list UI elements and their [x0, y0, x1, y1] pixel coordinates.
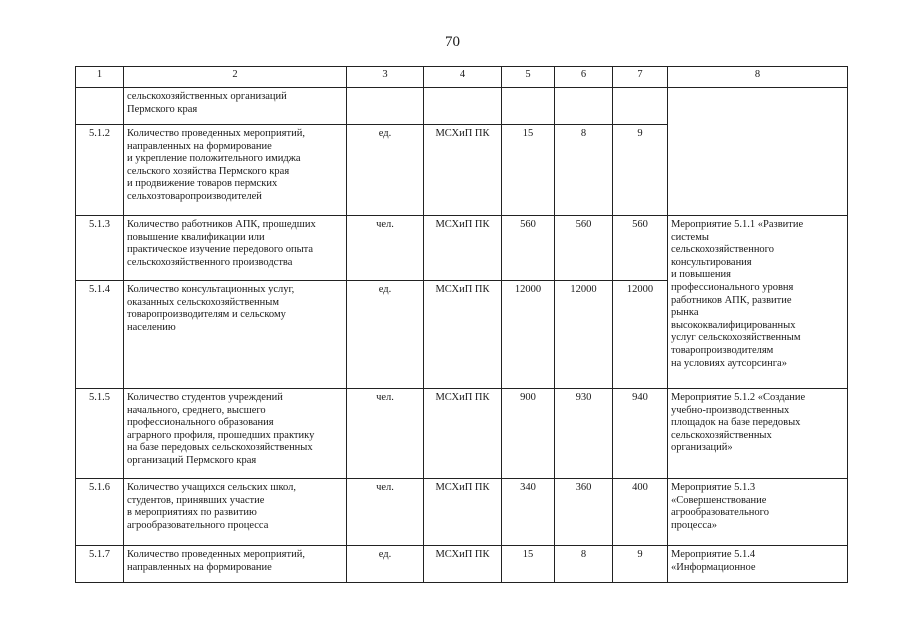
cell-unit: [347, 88, 424, 125]
cell-activity-5-1-1: Мероприятие 5.1.1 «Развитие системы сельскохозяйственного консультирования и повышения профессионального уровня работников АПК, развитие рынка высококвалифицированных услуг сельскохозяйственным товаропроизводителям на условиях аутсорсинга»: [668, 216, 848, 389]
cell-value-3: 940: [613, 389, 668, 479]
cell-value-1: 15: [502, 125, 555, 216]
cell-value-2: 560: [555, 216, 613, 281]
cell-no: 5.1.6: [76, 479, 124, 546]
cell-no: 5.1.5: [76, 389, 124, 479]
cell-value-1: 15: [502, 546, 555, 583]
cell-unit: ед.: [347, 281, 424, 389]
cell-value-1: 560: [502, 216, 555, 281]
cell-value-2: 360: [555, 479, 613, 546]
column-number: 5: [502, 67, 555, 88]
cell-no: 5.1.4: [76, 281, 124, 389]
table-row: [76, 216, 848, 281]
cell-responsible: МСХиП ПК: [424, 546, 502, 583]
cell-description: Количество проведенных мероприятий, направленных на формирование: [124, 546, 347, 583]
cell-value-3: 9: [613, 125, 668, 216]
indicators-table: [75, 66, 848, 583]
cell-responsible: МСХиП ПК: [424, 281, 502, 389]
cell-value: [613, 88, 668, 125]
page-number: 70: [445, 34, 460, 50]
cell-activity-5-1-3: Мероприятие 5.1.3 «Совершенствование агрообразовательного процесса»: [668, 479, 848, 546]
table-row: [76, 546, 848, 583]
cell-no: 5.1.7: [76, 546, 124, 583]
column-number-row: [76, 67, 848, 88]
column-number: 4: [424, 67, 502, 88]
column-number: 7: [613, 67, 668, 88]
cell-responsible: [424, 88, 502, 125]
cell-unit: чел.: [347, 216, 424, 281]
cell-description: Количество студентов учреждений начального, среднего, высшего профессионального образования аграрного профиля, прошедших практику на базе передовых сельскохозяйственных организаций Пермского края: [124, 389, 347, 479]
column-number: 6: [555, 67, 613, 88]
column-number: 1: [76, 67, 124, 88]
table-row: [76, 389, 848, 479]
cell-no: [76, 88, 124, 125]
cell-activity-empty: [668, 88, 848, 216]
cell-value-3: 12000: [613, 281, 668, 389]
cell-unit: чел.: [347, 479, 424, 546]
cell-value-2: 8: [555, 546, 613, 583]
cell-responsible: МСХиП ПК: [424, 479, 502, 546]
cell-description: Количество консультационных услуг, оказанных сельскохозяйственным товаропроизводителям и сельскому населению: [124, 281, 347, 389]
cell-value: [555, 88, 613, 125]
cell-description: Количество работников АПК, прошедших повышение квалификации или практическое изучение передового опыта сельскохозяйственного производства: [124, 216, 347, 281]
cell-activity-5-1-2: Мероприятие 5.1.2 «Создание учебно-производственных площадок на базе передовых сельскохозяйственных организаций»: [668, 389, 848, 479]
cell-value-3: 9: [613, 546, 668, 583]
cell-responsible: МСХиП ПК: [424, 125, 502, 216]
cell-responsible: МСХиП ПК: [424, 389, 502, 479]
cell-value-1: 340: [502, 479, 555, 546]
cell-unit: ед.: [347, 125, 424, 216]
cell-value-3: 400: [613, 479, 668, 546]
cell-value-1: 900: [502, 389, 555, 479]
column-number: 3: [347, 67, 424, 88]
cell-responsible: МСХиП ПК: [424, 216, 502, 281]
column-number: 8: [668, 67, 848, 88]
table-row: [76, 479, 848, 546]
cell-description: сельскохозяйственных организаций Пермского края: [124, 88, 347, 125]
column-number: 2: [124, 67, 347, 88]
cell-description: Количество учащихся сельских школ, студентов, принявших участие в мероприятиях по развитию агрообразовательного процесса: [124, 479, 347, 546]
cell-no: 5.1.2: [76, 125, 124, 216]
cell-no: 5.1.3: [76, 216, 124, 281]
cell-activity-5-1-4: Мероприятие 5.1.4 «Информационное: [668, 546, 848, 583]
table-row-continuation: [76, 88, 848, 125]
cell-value-1: 12000: [502, 281, 555, 389]
cell-description: Количество проведенных мероприятий, направленных на формирование и укрепление положительного имиджа сельского хозяйства Пермского края и продвижение товаров пермских сельхозтоваропроизводителей: [124, 125, 347, 216]
cell-unit: ед.: [347, 546, 424, 583]
cell-value: [502, 88, 555, 125]
cell-value-2: 8: [555, 125, 613, 216]
cell-value-3: 560: [613, 216, 668, 281]
cell-unit: чел.: [347, 389, 424, 479]
cell-value-2: 930: [555, 389, 613, 479]
cell-value-2: 12000: [555, 281, 613, 389]
